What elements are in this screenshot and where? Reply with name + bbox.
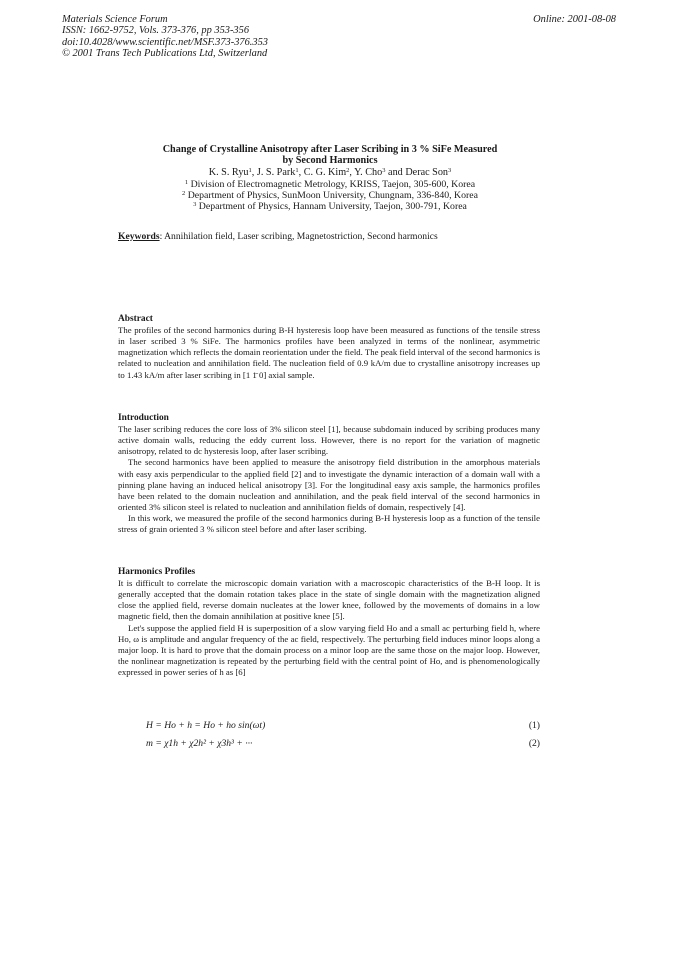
abstract-text: The profiles of the second harmonics during B-H hysteresis loop have been measured as functions of the tensile stress in laser scribed 3 % SiFe. The harmonics profiles have been analyzed in terms of the nonlinear, asymmetric magnetization which reflects the domain reorientation under the field. The peak field interval of the second harmonics is related to nucleation and annihilation field. The nucleation field of 0.9 kA/m due to crystalline anisotropy increases up to 1.43 kA/m after laser scribing in [1 1̄ 0] axial sample.: [118, 325, 540, 380]
author-name: J. S. Park: [256, 167, 296, 179]
doi-line[interactable]: doi:10.4028/www.scientific.net/MSF.373-376.353: [62, 36, 268, 48]
affiliation-mark: 1: [184, 178, 189, 186]
author-name: Derac Son: [405, 167, 449, 179]
author-separator: ,: [349, 167, 355, 179]
paper-title-line-1: Change of Crystalline Anisotropy after Laser Scribing in 3 % SiFe Measured: [162, 144, 498, 155]
journal-name: Materials Science Forum: [62, 14, 168, 25]
intro-paragraph: In this work, we measured the profile of the second harmonics during B-H hysteresis loop as a function of the tensile stress of grain oriented 3 % silicon steel before and after laser scribing.: [118, 512, 540, 535]
title-block: [130, 144, 530, 212]
author-affiliation-mark: 3: [382, 167, 386, 175]
affiliation-text: Division of Electromagnetic Metrology, KRISS, Taejon, 305-600, Korea: [188, 178, 476, 190]
keywords-line: [118, 231, 438, 242]
harmonics-paragraph: It is difficult to correlate the microscopic domain variation with a macroscopic characteristics of the B-H loop. It is generally accepted that the domain rotation takes place in the state of single domain with the magnetization aligned close the applied field, reverse domain nucleates at the lower knee, followed by the movements of domains in a low magnetic field, then the domain annihilation at positive knee [5].: [118, 578, 540, 622]
affiliation-mark: 3: [193, 200, 197, 208]
author-name: C. G. Kim: [303, 167, 347, 179]
issn-line: ISSN: 1662-9752, Vols. 373-376, pp 353-356: [62, 25, 250, 37]
copyright-line: © 2001 Trans Tech Publications Ltd, Switzerland: [62, 48, 268, 60]
author-separator: and: [385, 167, 406, 179]
abstract-section: [118, 314, 540, 381]
paper-title-line-2: by Second Harmonics: [282, 155, 378, 167]
affiliation: [130, 179, 530, 190]
equation-1-number: (1): [528, 720, 540, 731]
harmonics-title: Harmonics Profiles: [118, 567, 196, 577]
affiliation: [130, 201, 530, 212]
abstract-title: Abstract: [118, 314, 153, 324]
intro-paragraph: The laser scribing reduces the core loss of 3% silicon steel [1], because subdomain induced by scribing produces many active domain walls, reducing the eddy current loss. However, there is no report for the variation of magnetic anisotropy, related to dc hysteresis loop, after laser scribing.: [118, 424, 540, 457]
author-separator: ,: [298, 167, 304, 179]
equation-2-formula: m = χ1h + χ2h² + χ3h³ + ···: [146, 738, 253, 749]
author-list: [130, 167, 530, 178]
equation-1-formula: H = Ho + h = Ho + ho sin(ωt): [146, 720, 266, 731]
affiliation: [130, 190, 530, 201]
author-separator: ,: [251, 167, 257, 179]
affiliation-text: Department of Physics, SunMoon University, Chungnam, 336-840, Korea: [185, 189, 478, 201]
author-affiliation-mark: 2: [346, 167, 350, 175]
author-affiliation-mark: 1: [295, 167, 299, 175]
author-name: Y. Cho: [354, 167, 383, 179]
affiliation-mark: 2: [182, 189, 186, 197]
journal-header: [62, 14, 268, 60]
author-affiliation-mark: 1: [248, 167, 252, 175]
author-name: K. S. Ryu: [208, 167, 249, 179]
affiliation-text: Department of Physics, Hannam University, Taejon, 300-791, Korea: [196, 200, 467, 212]
affiliation-list: [130, 179, 530, 212]
introduction-section: [118, 413, 540, 535]
introduction-title: Introduction: [118, 413, 169, 423]
keywords-label: Keywords: [118, 231, 160, 242]
equation-2: [146, 738, 540, 752]
intro-paragraph: The second harmonics have been applied to measure the anisotropy field distribution in the amorphous materials with easy axis perpendicular to the applied field [2] and to investigate the dynamic interaction of a domain wall with a pinning plane having an induced helical anisotropy [3]. For the longitudinal easy axis sample, the harmonics profiles have been related to the domain nucleation and annihilation, and the peak field interval of the second harmonics in oriented 3% silicon steel is related to nucleation and annihilation fields of domain, respectively [4].: [118, 457, 540, 512]
equation-2-number: (2): [528, 738, 540, 749]
harmonics-section: [118, 567, 540, 678]
author-affiliation-mark: 3: [448, 167, 452, 175]
keywords-text: Annihilation field, Laser scribing, Magnetostriction, Second harmonics: [164, 231, 438, 242]
keywords-colon: :: [159, 231, 163, 242]
equation-1: [146, 720, 540, 734]
harmonics-paragraph: Let's suppose the applied field H is superposition of a slow varying field Ho and a small ac perturbing field h, where Ho, ω is amplitude and angular frequency of the ac field, respectively. The perturbing field induces minor loops along a major loop. It is hard to prove that the domain process on a minor loop are the same those on the major loop. However, the nonlinear magnetization is repeated by the perturbing field with the central point of Ho, and is phenomenologically expressed in power series of h as [6]: [118, 622, 540, 677]
online-date: Online: 2001-08-08: [533, 14, 616, 25]
